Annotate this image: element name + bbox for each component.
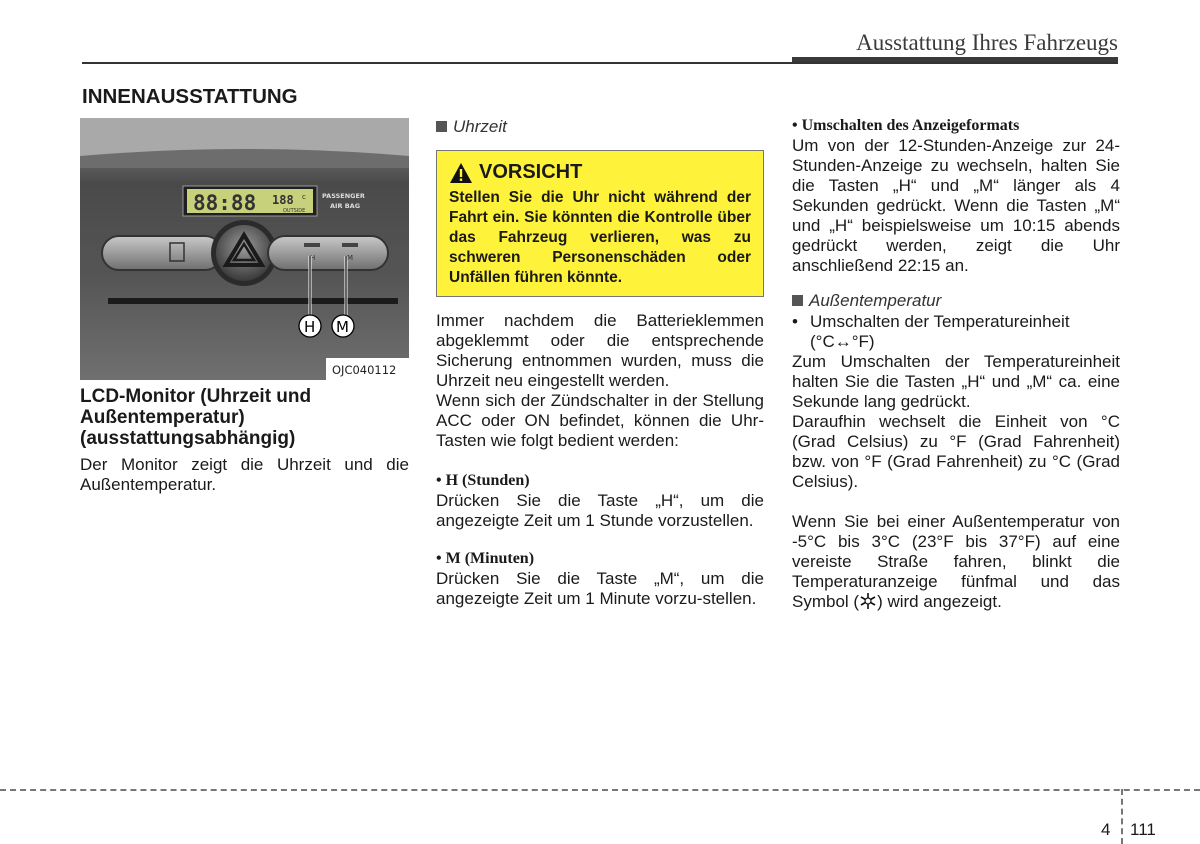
passenger-airbag-label: PASSENGER [322,192,365,200]
minutes-text: Drücken Sie die Taste „M“, um die angezeigte Zeit um 1 Minute vorzu-stellen. [436,569,764,608]
lcd-monitor-heading: LCD-Monitor (Uhrzeit und Außentemperatur) (ausstattungsabhängig) [80,386,312,449]
battery-paragraph: Immer nachdem die Batterieklemmen abgeklemmt oder die entsprechende Sicherung entnommen wurden, muss die Uhrzeit neu eingestellt werden. [436,311,764,390]
svg-text:H: H [304,318,316,336]
footer-divider [1121,789,1123,844]
temp-switch-paragraph: Zum Umschalten der Temperatureinheit halten Sie die Tasten „H“ und „M“ ca. eine Sekunde lang gedrückt. [792,352,1120,411]
icy-road-paragraph: Wenn Sie bei einer Außentemperatur von -5°C bis 3°C (23°F bis 37°F) auf eine vereiste Straße fahren, blinkt die Temperaturanzeige fünfmal und das Symbol ( ) wird angezeigt. [792,512,1120,611]
lcd-unit: c [302,193,306,201]
square-bullet-icon [436,121,447,132]
ignition-paragraph: Wenn sich der Zündschalter in der Stellung ACC oder ON befindet, können die Uhr-Tasten wie folgt bedient werden: [436,391,764,450]
minutes-heading: • M (Minuten) [436,550,535,567]
caution-title: VORSICHT [479,161,583,183]
hours-heading: • H (Stunden) [436,472,530,489]
section-title: INNENAUSSTATTUNG [82,85,298,108]
square-bullet-icon [792,295,803,306]
lcd-temp: 188 [272,193,294,207]
m-button[interactable] [342,243,358,247]
h-button-letter: H [310,254,316,262]
page-number: 111 [1130,820,1156,839]
caution-box [436,150,764,297]
running-header: Ausstattung Ihres Fahrzeugs [856,30,1118,55]
caution-text: Stellen Sie die Uhr nicht während der Fahrt ein. Sie könnten die Kontrolle über das Fahrzeug verlieren, was zu schweren Personenschäden oder Unfällen führen könnte. [449,189,751,286]
middle-column [436,116,764,609]
lcd-time: 88:88 [193,191,257,215]
format-heading: • Umschalten des Anzeigeformats [792,117,1020,134]
door-lock-button[interactable] [102,236,222,270]
figure-code: OJC040112 [332,363,397,377]
footer-rule [0,789,1200,791]
chapter-number: 4 [1101,820,1111,839]
m-button-letter: M [347,254,354,262]
right-column [792,116,1120,612]
h-button[interactable] [304,243,320,247]
clock-heading: Uhrzeit [436,116,764,138]
dashboard-photo [80,118,409,380]
snowflake-icon [859,592,877,610]
svg-text:M: M [336,318,349,336]
left-column [80,118,409,495]
outside-temp-heading: Außentemperatur [792,290,1120,312]
cd-slot [108,298,398,304]
lcd-monitor-text: Der Monitor zeigt die Uhrzeit und die Außentemperatur. [80,455,409,494]
svg-text:AIR BAG: AIR BAG [330,202,361,210]
header-rule [82,62,1118,64]
warning-triangle-icon [449,162,473,184]
format-text: Um von der 12-Stunden-Anzeige zur 24-Stunden-Anzeige zu wechseln, halten Sie die Tasten „H“ und „M“ länger als 4 Sekunden gedrückt. Wenn die Tasten „M“ und „H“ beispielsweise um 10:15 abends gedrückt werden, zeigt die Uhr anschließend 22:15 an. [792,136,1120,275]
clock-display-illustration [80,118,409,380]
clock-button-group [268,236,388,270]
temp-unit-paragraph: Daraufhin wechselt die Einheit von °C (Grad Celsius) zu °F (Grad Fahrenheit) bzw. von °F (Grad Fahrenheit) zu °C (Grad Celsius). [792,412,1120,491]
temp-unit-bullet: • Umschalten der Temperatureinheit (°C↔°F) [792,312,1070,351]
lcd-outside-label: OUTSIDE [283,208,306,214]
hours-text: Drücken Sie die Taste „H“, um die angezeigte Zeit um 1 Stunde vorzustellen. [436,491,764,530]
